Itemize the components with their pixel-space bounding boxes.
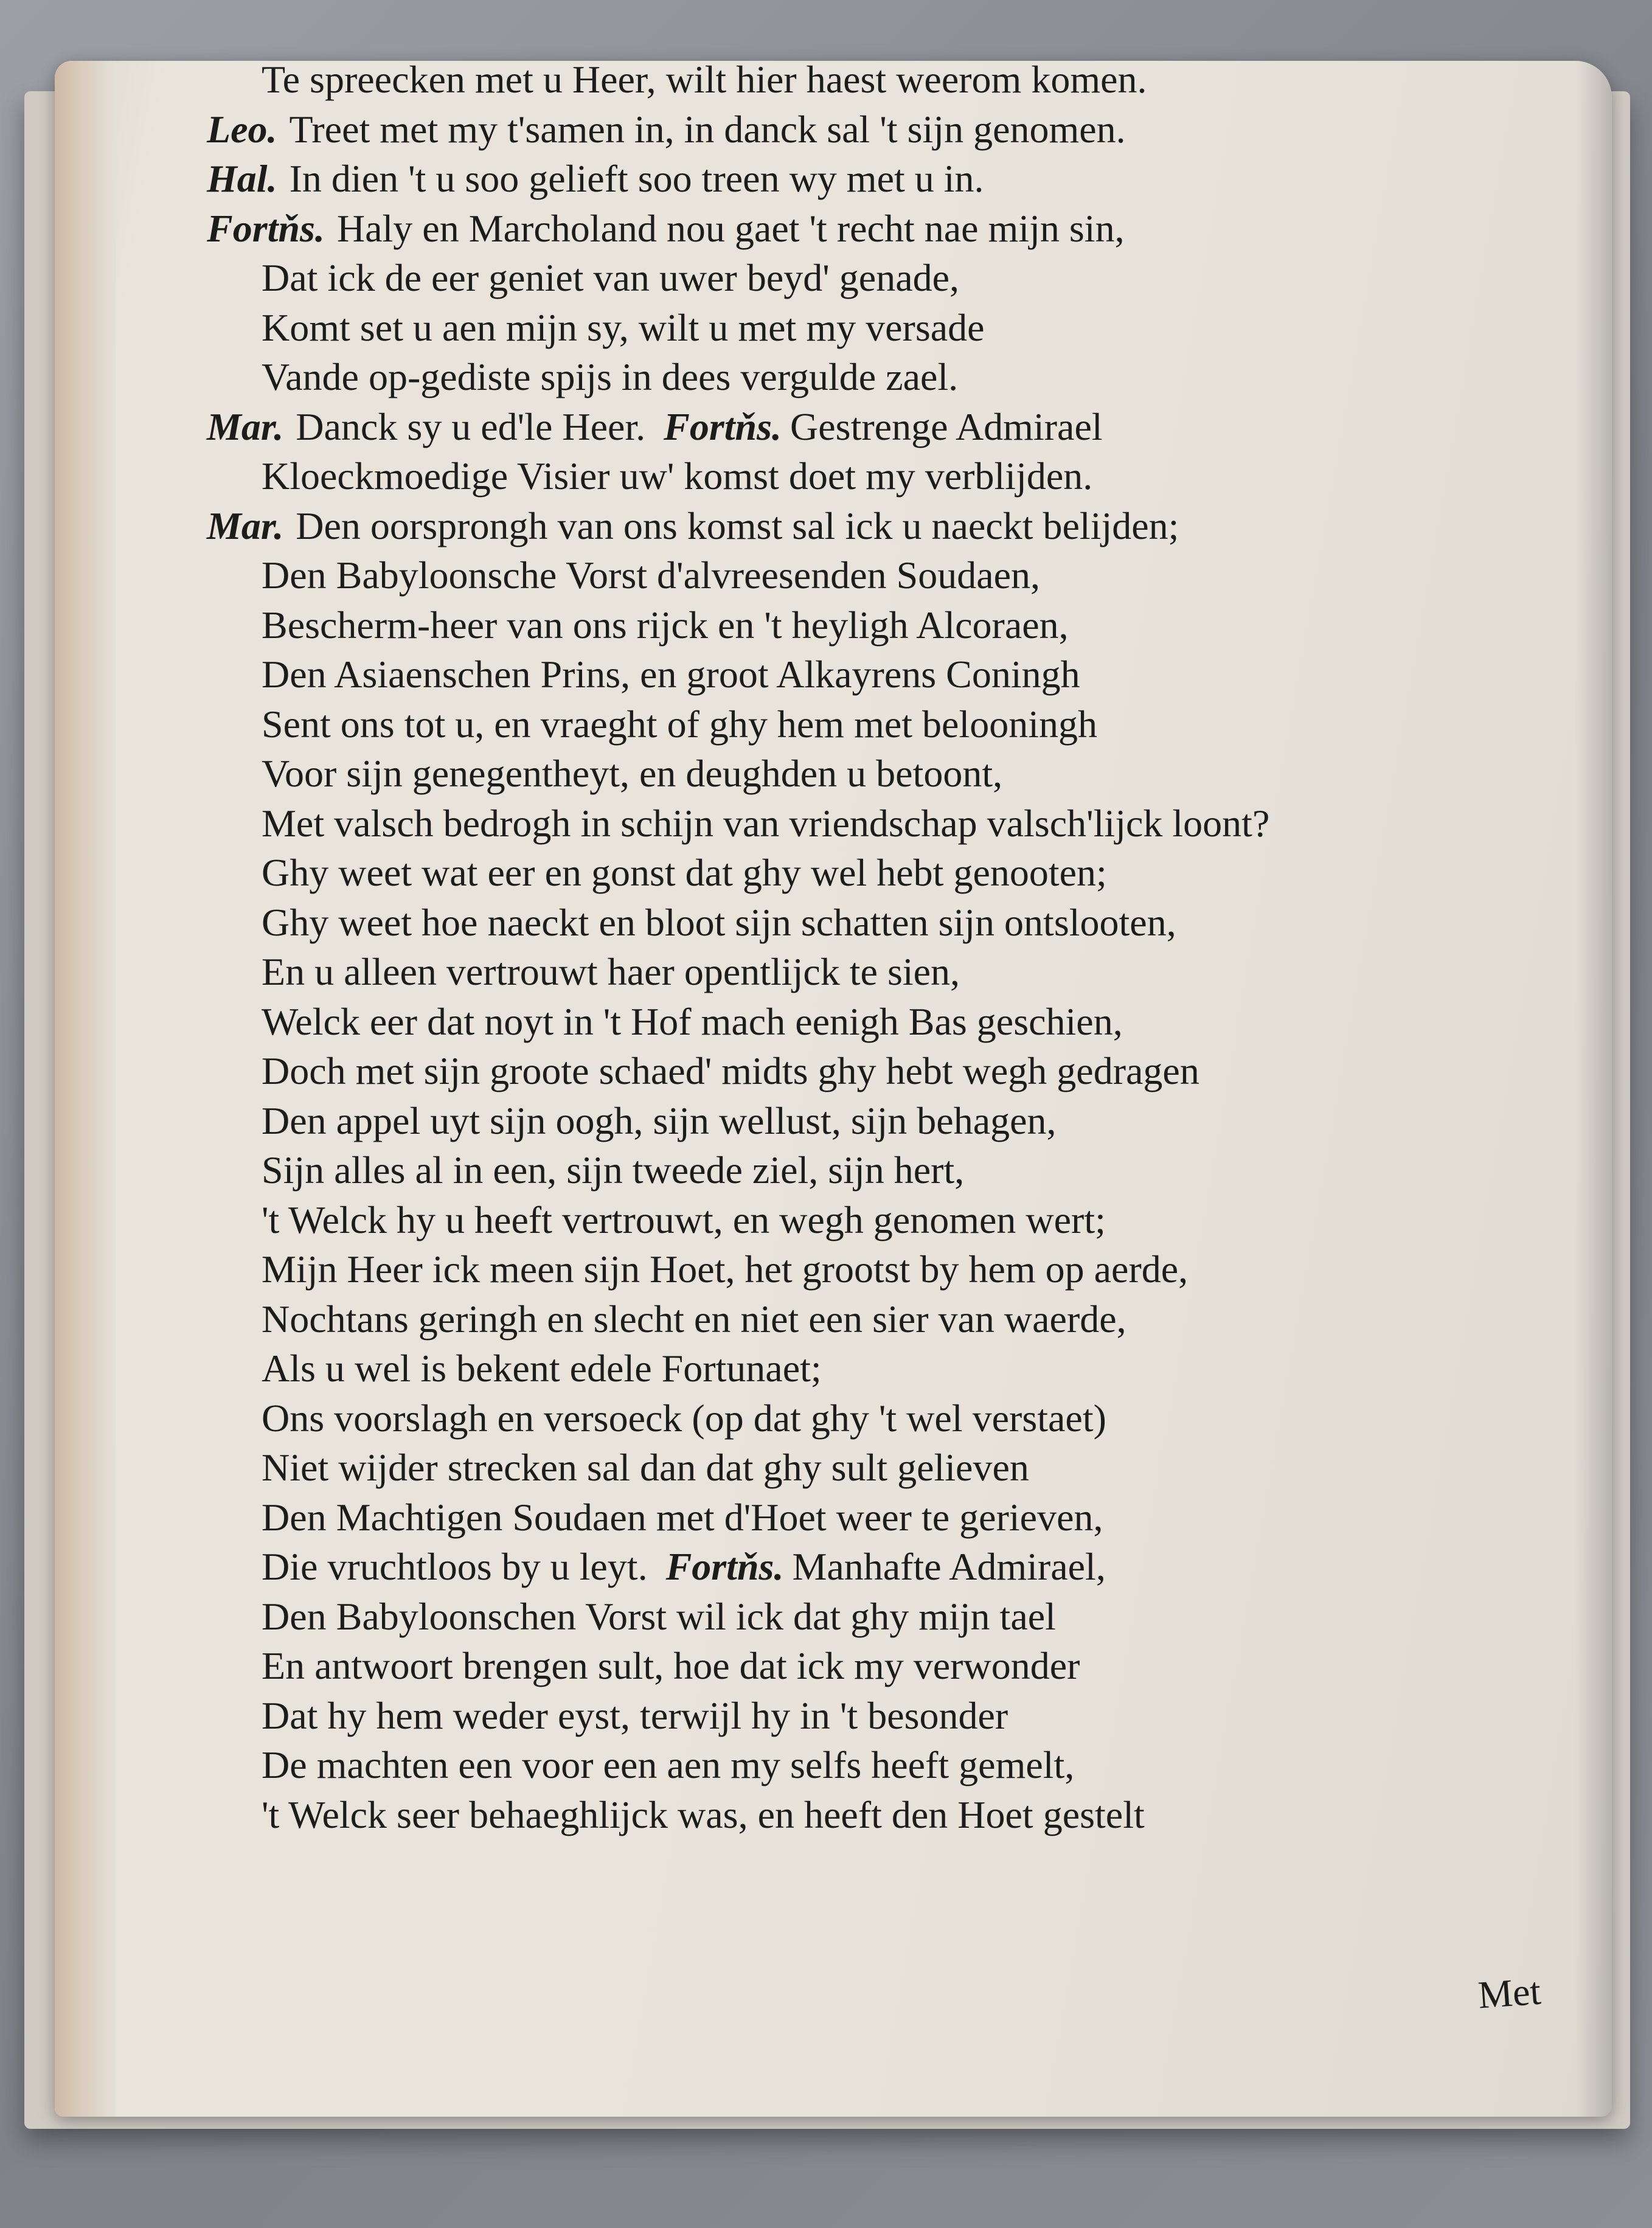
- verse-line: [207, 1096, 1533, 1146]
- speaker-name: Mar.: [207, 504, 284, 547]
- verse-text-line: Met valsch bedrogh in schijn van vriendschap valsch'lijck loont?: [262, 801, 1270, 845]
- verse-line: [207, 1592, 1533, 1642]
- verse-text-line: Danck sy u ed'le Heer.: [296, 404, 646, 448]
- verse-line: [207, 451, 1533, 501]
- verse-text-line: Doch met sijn groote schaed' midts ghy hebt wegh gedragen: [262, 1049, 1199, 1092]
- verse-text-line: Ons voorslagh en versoeck (op dat ghy 't wel verstaet): [262, 1396, 1106, 1440]
- verse-text-line: Die vruchtloos by u leyt.: [262, 1545, 648, 1588]
- verse-line: [207, 600, 1533, 650]
- verse-line: [207, 947, 1533, 997]
- verse-text-line: Ghy weet hoe naeckt en bloot sijn schatten sijn ontslooten,: [262, 900, 1176, 944]
- verse-text-line: Bescherm-heer van ons rijck en 't heyligh Alcoraen,: [262, 603, 1069, 647]
- verse-line: [207, 550, 1533, 600]
- verse-text-line: Sent ons tot u, en vraeght of ghy hem met belooningh: [262, 702, 1097, 746]
- verse-text-line: Nochtans geringh en slecht en niet een sier van waerde,: [262, 1297, 1126, 1341]
- verse-text-line: Gestrenge Admirael: [790, 404, 1103, 448]
- verse-text-line: Ghy weet wat eer en gonst dat ghy wel hebt genooten;: [262, 851, 1107, 894]
- verse-text-line: Welck eer dat noyt in 't Hof mach eenigh Bas geschien,: [262, 999, 1123, 1043]
- speaker-name: Hal.: [207, 157, 277, 200]
- verse-line: [207, 253, 1533, 303]
- verse-line: [207, 55, 1533, 105]
- verse-line: [207, 898, 1533, 948]
- verse-line: [207, 352, 1533, 402]
- verse-text-line: Voor sijn genegentheyt, en deughden u betoont,: [262, 752, 1003, 795]
- speaker-name: Fortňs.: [207, 206, 325, 250]
- verse-line: [207, 749, 1533, 799]
- verse-text-line: Vande op-gediste spijs in dees vergulde zael.: [262, 355, 959, 398]
- verse-line: [207, 1740, 1533, 1790]
- verse-text-line: Den oorsprongh van ons komst sal ick u naeckt belijden;: [296, 504, 1179, 547]
- verse-text-line: En u alleen vertrouwt haer opentlijck te sien,: [262, 950, 960, 993]
- verse-line: [207, 154, 1533, 204]
- verse-line: [207, 105, 1533, 154]
- speaker-name: Leo.: [207, 107, 277, 151]
- verse-text-line: Den Machtigen Soudaen met d'Hoet weer te gerieven,: [262, 1495, 1103, 1539]
- verse-text-line: De machten een voor een aen my selfs heeft gemelt,: [262, 1743, 1075, 1786]
- verse-text-line: Manhafte Admirael,: [792, 1545, 1106, 1588]
- verse-line: [207, 402, 1533, 452]
- verse-text-line: Treet met my t'samen in, in danck sal 't sijn genomen.: [289, 107, 1126, 151]
- verse-text-line: Niet wijder strecken sal dan dat ghy sult gelieven: [262, 1446, 1029, 1489]
- verse-text-line: Als u wel is bekent edele Fortunaet;: [262, 1347, 822, 1390]
- page-edge: [55, 61, 116, 2117]
- verse-line: [207, 1443, 1533, 1493]
- verse-line: [207, 303, 1533, 353]
- speaker-name: Fortňs.: [664, 404, 782, 448]
- verse-line: [207, 1790, 1533, 1840]
- verse-line: [207, 1641, 1533, 1691]
- speaker-name: Mar.: [207, 404, 284, 448]
- verse-line: [207, 1046, 1533, 1096]
- verse-text-line: Den Babyloonschen Vorst wil ick dat ghy mijn tael: [262, 1594, 1056, 1638]
- book-gutter: [1575, 61, 1612, 2117]
- verse-line: [207, 650, 1533, 699]
- verse-text-line: Kloeckmoedige Visier uw' komst doet my verblijden.: [262, 454, 1093, 498]
- verse-line: [207, 1344, 1533, 1393]
- verse-text-line: Sijn alles al in een, sijn tweede ziel, sijn hert,: [262, 1148, 965, 1192]
- verse-line: [207, 1393, 1533, 1443]
- verse-text-line: Komt set u aen mijn sy, wilt u met my versade: [262, 305, 985, 349]
- verse-text-line: 't Welck hy u heeft vertrouwt, en wegh genomen wert;: [262, 1198, 1106, 1241]
- speaker-name: Fortňs.: [665, 1545, 784, 1588]
- verse-line: [207, 1195, 1533, 1245]
- verse-text-line: Dat hy hem weder eyst, terwijl hy in 't besonder: [262, 1693, 1008, 1737]
- verse-line: [207, 1244, 1533, 1294]
- verse-text-line: En antwoort brengen sult, hoe dat ick my verwonder: [262, 1644, 1080, 1687]
- verse-line: [207, 1493, 1533, 1543]
- verse-line: [207, 1542, 1533, 1592]
- verse-text-line: Mijn Heer ick meen sijn Hoet, het grootst by hem op aerde,: [262, 1248, 1189, 1291]
- verse-line: [207, 848, 1533, 898]
- catchword: Met: [1476, 1969, 1543, 2017]
- verse-text-line: Den appel uyt sijn oogh, sijn wellust, sijn behagen,: [262, 1098, 1057, 1142]
- verse-line: [207, 1145, 1533, 1195]
- verse-text-line: Dat ick de eer geniet van uwer beyd' genade,: [262, 256, 959, 299]
- verse-text-line: Te spreecken met u Heer, wilt hier haest weerom komen.: [262, 58, 1147, 101]
- verse-text-line: Haly en Marcholand nou gaet 't recht nae mijn sin,: [336, 206, 1125, 250]
- verse-text-line: 't Welck seer behaeghlijck was, en heeft den Hoet gestelt: [262, 1792, 1145, 1836]
- verse-line: [207, 1294, 1533, 1344]
- verse-line: [207, 997, 1533, 1047]
- verse-text-line: Den Babyloonsche Vorst d'alvreesenden Soudaen,: [262, 554, 1040, 597]
- verse-line: [207, 501, 1533, 551]
- verse-text: [207, 55, 1533, 1839]
- verse-line: [207, 699, 1533, 749]
- verse-text-line: Den Asiaenschen Prins, en groot Alkayrens Coningh: [262, 653, 1080, 696]
- verse-line: [207, 1691, 1533, 1741]
- verse-text-line: In dien 't u soo gelieft soo treen wy met u in.: [289, 157, 984, 200]
- verse-line: [207, 799, 1533, 849]
- verse-line: [207, 204, 1533, 254]
